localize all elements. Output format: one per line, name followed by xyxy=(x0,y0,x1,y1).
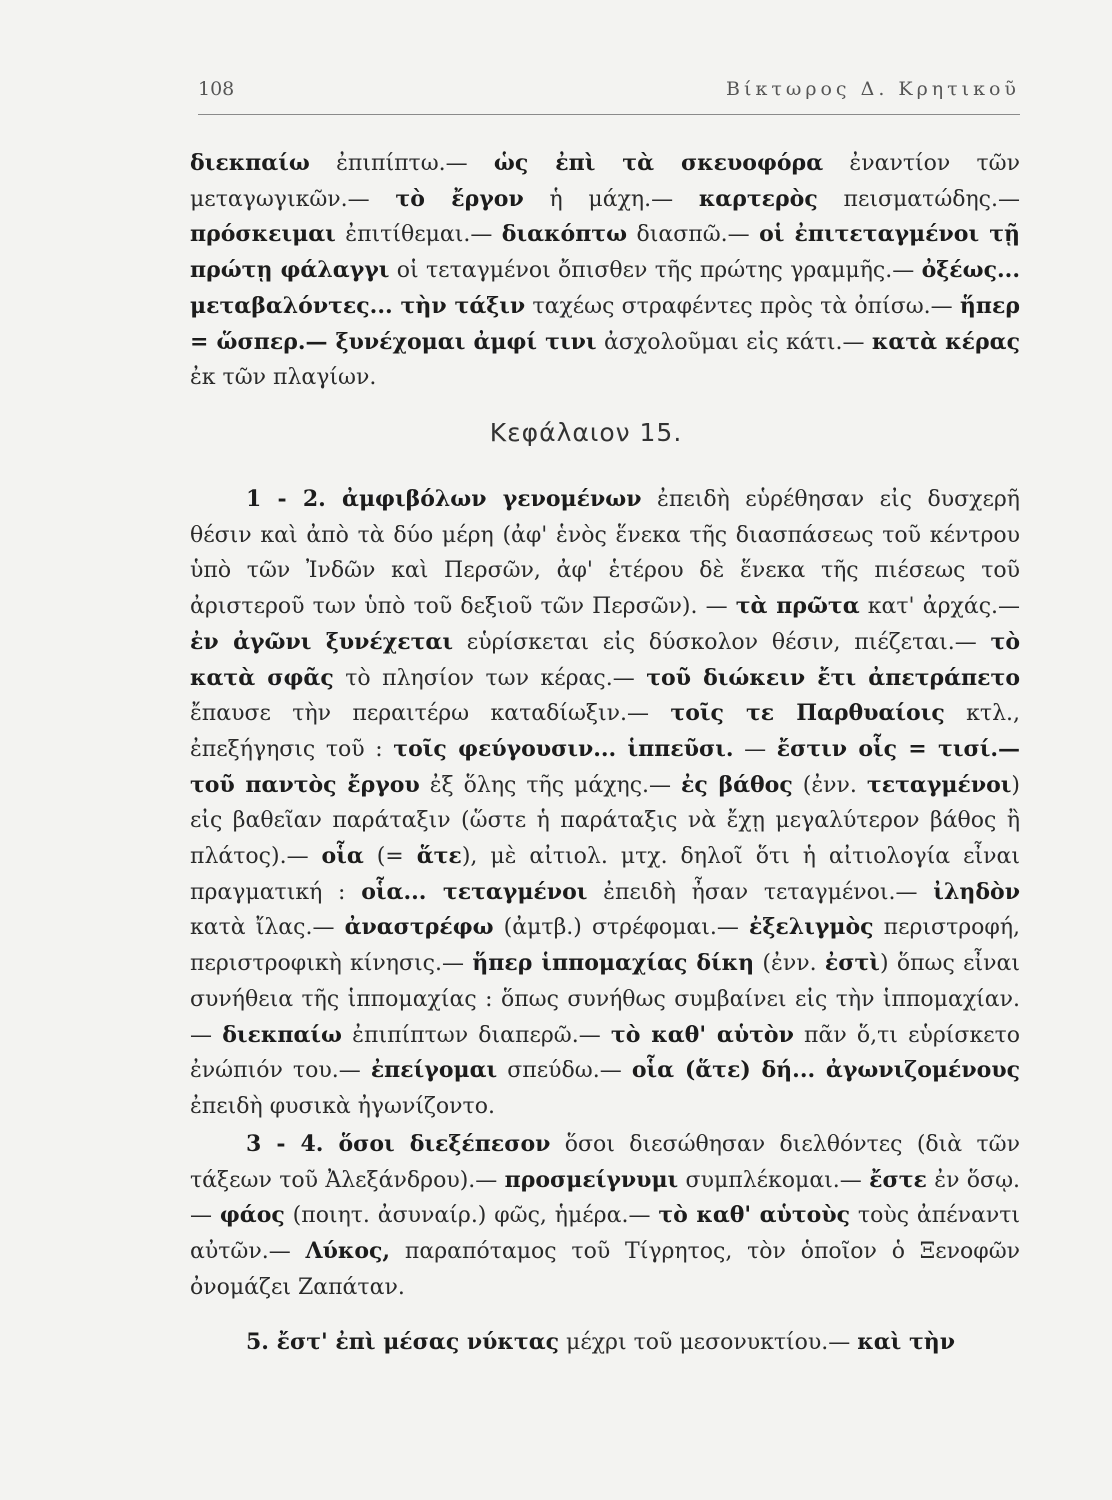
gloss: σπεύδω.— xyxy=(497,1058,632,1084)
gloss: ἐπειδὴ φυσικὰ ἠγωνίζοντο. xyxy=(190,1093,495,1119)
gloss: ἐκ τῶν πλαγίων. xyxy=(190,365,377,391)
gloss: περιστροφή, περιστροφικὴ κίνησις.— xyxy=(190,915,1020,977)
gloss: (= xyxy=(363,844,417,870)
lemma: ἅτε xyxy=(416,843,462,870)
gloss: τοὺς ἀπέναντι αὐτῶν.— xyxy=(190,1203,1020,1265)
lemma: ἥπερ = ὥσπερ.— ξυνέχομαι ἀμφί τινι xyxy=(190,292,1020,355)
gloss: ταχέως στραφέντες πρὸς τὰ ὀπίσω.— xyxy=(525,293,960,319)
gloss: πεισματώδης.— xyxy=(817,186,1020,212)
gloss: ἐπιτίθεμαι.— xyxy=(335,222,502,248)
lemma: ἥπερ ἱππομαχίας δίκη xyxy=(472,950,755,977)
gloss: ἐπειδὴ ἦσαν τεταγμένοι.— xyxy=(587,879,934,905)
lemma: ἰληδὸν xyxy=(933,878,1020,905)
lemma: διεκπαίω xyxy=(222,1021,342,1048)
lemma: Λύκος, xyxy=(305,1238,391,1265)
gloss: ) ὅπως εἶναι συνήθεια τῆς ἱππομαχίας : ὅπως συνήθως συμβαίνει εἰς τὴν ἱππομαχίαν.— xyxy=(190,951,1020,1048)
gloss: ἐπιπίπτων διαπερῶ.— xyxy=(342,1022,611,1048)
lemma: οἷα... τεταγμένοι xyxy=(361,878,588,905)
lemma: καρτερὸς xyxy=(698,185,818,212)
lemma: ὡς ἐπὶ τὰ σκευοφόρα xyxy=(493,150,824,176)
gloss: ὅσοι διεσώθησαν διελθόντες (διὰ τῶν τάξεων τοῦ Ἀλεξάνδρου).— xyxy=(190,1132,1020,1193)
gloss: ) εἰς βαθεῖαν παράταξιν (ὥστε ἡ παράταξις νὰ ἔχῃ μεγαλύτερον βάθος ἢ πλάτος).— xyxy=(190,772,1021,870)
gloss: οἱ τεταγμένοι ὄπισθεν τῆς πρώτης γραμμῆς.— xyxy=(389,258,922,284)
lemma: τὸ καθ' αὑτοὺς xyxy=(658,1202,851,1229)
gloss: τὸ πλησίον των κέρας.— xyxy=(333,665,647,691)
running-title: Βίκτωρος Δ. Κρητικοῦ xyxy=(726,78,1020,100)
lemma: ὀξέως... μεταβαλόντες... τὴν τάξιν xyxy=(190,257,1020,319)
gloss: — xyxy=(733,736,777,762)
commentary-paragraph-3 xyxy=(190,1127,1020,1306)
gloss: εὑρίσκεται εἰς δύσκολον θέσιν, πιέζεται.— xyxy=(453,629,991,655)
lemma: ἐξελιγμὸς xyxy=(749,914,874,941)
lemma: τοῖς τε Παρθυαίοις xyxy=(670,700,945,727)
lemma: ἐς βάθος xyxy=(681,771,793,798)
gloss: (ποιητ. ἀσυναίρ.) φῶς, ἡμέρα.— xyxy=(284,1203,659,1229)
lemma: κατὰ κέρας xyxy=(871,328,1020,355)
gloss: πᾶν ὅ,τι εὑρίσκετο ἐνώπιόν του.— xyxy=(190,1022,1021,1084)
gloss: κατ' ἀρχάς.— xyxy=(859,594,1021,620)
lemma: προσμείγνυμι xyxy=(504,1166,679,1193)
lemma: καὶ τὴν xyxy=(857,1329,956,1355)
gloss: συμπλέκομαι.— xyxy=(678,1167,870,1193)
gloss: ἔπαυσε τὴν περαιτέρω καταδίωξιν.— xyxy=(190,701,671,727)
chapter-title: Κεφάλαιον 15. xyxy=(489,418,683,447)
lemma: οἱ ἐπιτεταγμένοι τῇ πρώτῃ φάλαγγι xyxy=(190,221,1020,284)
gloss: ἐξ ὅλης τῆς μάχης.— xyxy=(419,772,682,798)
lemma: τεταγμένοι xyxy=(866,771,1012,798)
lemma: 5. ἔστ' ἐπὶ μέσας νύκτας xyxy=(246,1329,560,1355)
gloss: κατὰ ἴλας.— xyxy=(190,915,345,941)
gloss: παραπόταμος τοῦ Τίγρητος, τὸν ὁποῖον ὁ Ξενοφῶν ὀνομάζει Ζαπάταν. xyxy=(190,1239,1021,1300)
lemma: 3 - 4. ὅσοι διεξέπεσον xyxy=(246,1131,551,1157)
lemma: φάος xyxy=(219,1202,285,1229)
header-rule xyxy=(198,114,1020,115)
gloss: κτλ., ἐπεξήγησις τοῦ : xyxy=(190,701,1021,762)
lemma: ἔστιν οἷς = τισί.— τοῦ παντὸς ἔργου xyxy=(190,735,1020,798)
commentary-paragraph-4 xyxy=(190,1325,1020,1361)
gloss: ἐπιπίπτω.— xyxy=(309,151,494,176)
gloss: ἡ μάχη.— xyxy=(523,186,699,212)
gloss: μέχρι τοῦ μεσονυκτίου.— xyxy=(559,1330,858,1355)
lemma: τὰ πρῶτα xyxy=(735,593,860,620)
lemma: τὸ κατὰ σφᾶς xyxy=(190,628,1020,691)
lemma: ἀναστρέφω xyxy=(344,914,494,941)
lemma: πρόσκειμαι xyxy=(190,221,336,248)
lemma: ἐπείγομαι xyxy=(370,1057,498,1084)
page-header xyxy=(198,78,1020,104)
lemma: οἷα xyxy=(321,843,364,870)
lemma: ἐστὶ xyxy=(824,950,880,977)
lemma: τοῖς φεύγουσιν... ἱππεῦσι. xyxy=(393,735,734,762)
gloss: (ἀμτβ.) στρέφομαι.— xyxy=(493,915,749,941)
lemma: οἷα (ἅτε) δή... ἀγωνιζομένους xyxy=(631,1057,1021,1084)
page-number: 108 xyxy=(198,78,235,100)
lemma: τὸ ἔργον xyxy=(395,185,524,212)
gloss: διασπῶ.— xyxy=(627,222,760,248)
lemma: ἔστε xyxy=(869,1166,927,1193)
commentary-paragraph-2 xyxy=(190,482,1020,1125)
lemma: διακόπτω xyxy=(501,221,628,248)
lemma: διεκπαίω xyxy=(190,150,310,176)
commentary-paragraph-1 xyxy=(190,146,1020,396)
gloss: (ἐνν. xyxy=(792,772,867,798)
gloss: (ἐνν. xyxy=(754,951,825,977)
gloss: ἐν ὅσῳ.— xyxy=(190,1167,1020,1229)
lemma: 1 - 2. ἀμφιβόλων γενομένων xyxy=(246,486,642,512)
lemma: τοῦ διώκειν ἔτι ἀπετράπετο xyxy=(646,664,1021,691)
gloss: ἐπειδὴ εὑρέθησαν εἰς δυσχερῆ θέσιν καὶ ἀπὸ τὰ δύο μέρη (ἀφ' ἑνὸς ἕνεκα τῆς διασπάσεως τοῦ κέντρου ὑπὸ τῶν Ἰνδῶν καὶ Περσῶν, ἀφ' ἑτέρου δὲ ἕνεκα τῆς πιέσεως τοῦ ἀριστεροῦ των ὑπὸ τοῦ δεξιοῦ τῶν Περσῶν). — xyxy=(190,487,1020,620)
lemma: τὸ καθ' αὑτὸν xyxy=(610,1021,794,1048)
lemma: ἐν ἀγῶνι ξυνέχεται xyxy=(190,628,454,655)
gloss: ἀσχολοῦμαι εἰς κάτι.— xyxy=(596,329,872,355)
gloss: ἐναντίον τῶν μεταγωγικῶν.— xyxy=(190,151,1020,212)
gloss: ), μὲ αἰτιολ. μτχ. δηλοῖ ὅτι ἡ αἰτιολογία εἶναι πραγματική : xyxy=(190,844,1020,905)
